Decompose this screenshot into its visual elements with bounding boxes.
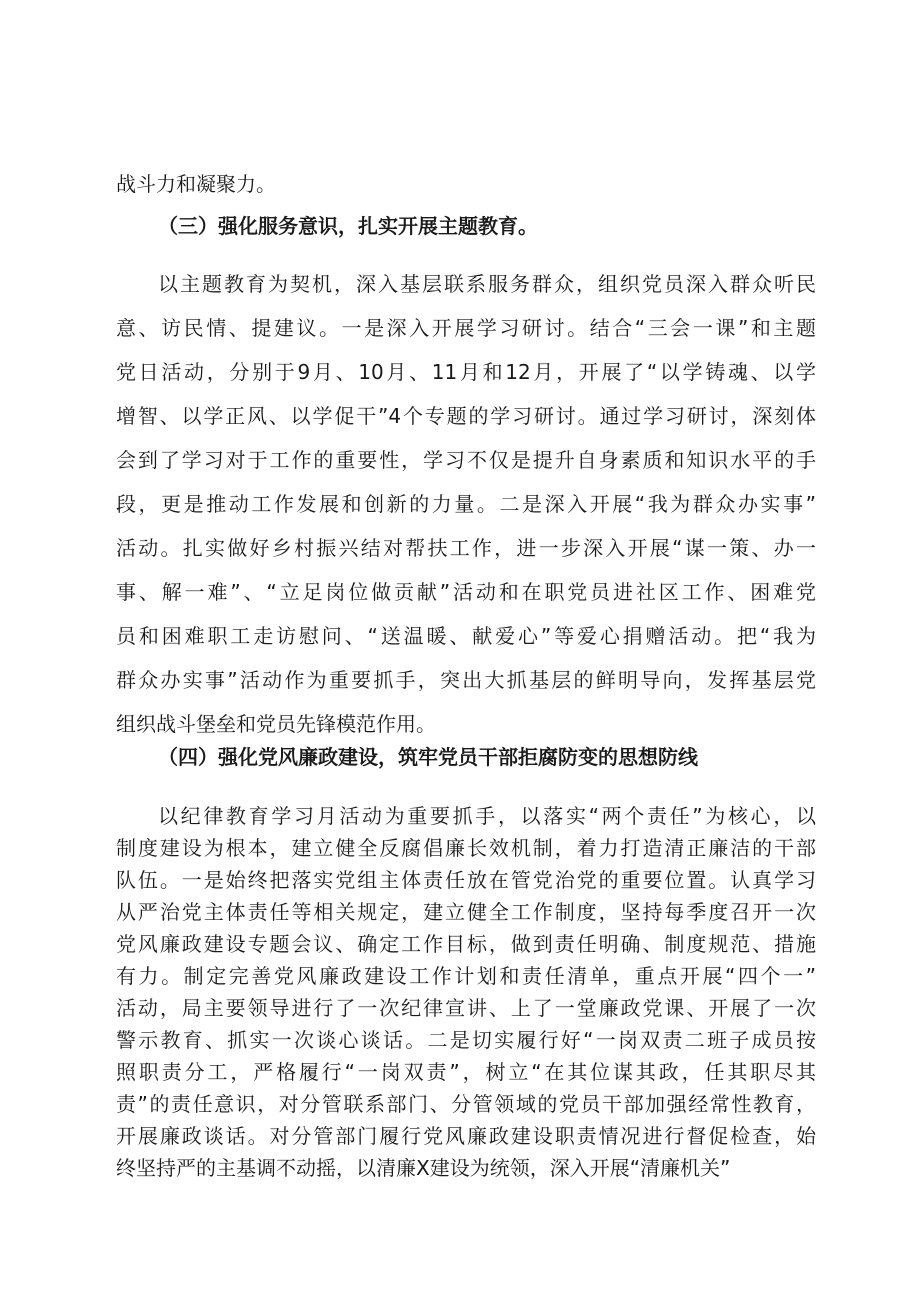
text-line: 意、访民情、提建议。一是深入开展学习研讨。结合“三会一课”和主题 bbox=[116, 316, 816, 340]
text-line: 段，更是推动工作发展和创新的力量。二是深入开展“我为群众办实事” bbox=[116, 492, 816, 516]
continuation-paragraph bbox=[116, 172, 816, 196]
text-line: 组织战斗堡垒和党员先锋模范作用。 bbox=[116, 712, 436, 736]
text-line: 有力。制定完善党风廉政建设工作计划和责任清单，重点开展“四个一” bbox=[116, 964, 816, 988]
text-line: 战斗力和凝聚力。 bbox=[116, 172, 276, 196]
text-line: 事、解一难”、“立足岗位做贡献”活动和在职党员进社区工作、困难党 bbox=[116, 580, 816, 604]
text-line: 从严治党主体责任等相关规定，建立健全工作制度，坚持每季度召开一次 bbox=[116, 900, 816, 924]
text-line: 制度建设为根本，建立健全反腐倡廉长效机制，着力打造清正廉洁的干部 bbox=[116, 836, 816, 860]
section-4-paragraph bbox=[116, 800, 816, 1184]
section-3-paragraph bbox=[116, 262, 816, 746]
section-3-heading: （三）强化服务意识，扎实开展主题教育。 bbox=[158, 214, 538, 238]
text-line: 群众办实事”活动作为重要抓手，突出大抓基层的鲜明导向，发挥基层党 bbox=[116, 668, 816, 692]
text-line: 终坚持严的主基调不动摇，以清廉X建设为统领，深入开展“清廉机关” bbox=[116, 1156, 731, 1180]
text-line: 以主题教育为契机，深入基层联系服务群众，组织党员深入群众听民 bbox=[158, 272, 816, 296]
text-line: 以纪律教育学习月活动为重要抓手，以落实“两个责任”为核心，以 bbox=[158, 804, 816, 828]
text-line: 会到了学习对于工作的重要性，学习不仅是提升自身素质和知识水平的手 bbox=[116, 448, 816, 472]
section-4-heading: （四）强化党风廉政建设，筑牢党员干部拒腐防变的思想防线 bbox=[158, 745, 698, 769]
text-line: 员和困难职工走访慰问、“送温暖、献爱心”等爱心捐赠活动。把“我为 bbox=[116, 624, 816, 648]
text-line: 党日活动，分别于9月、10月、11月和12月，开展了“以学铸魂、以学 bbox=[116, 360, 816, 384]
text-line: 党风廉政建设专题会议、确定工作目标，做到责任明确、制度规范、措施 bbox=[116, 932, 816, 956]
text-line: 照职责分工，严格履行“一岗双责”，树立“在其位谋其政，任其职尽其 bbox=[116, 1060, 816, 1084]
text-line: 增智、以学正风、以学促干”4个专题的学习研讨。通过学习研讨，深刻体 bbox=[116, 404, 816, 428]
text-line: 活动，局主要领导进行了一次纪律宣讲、上了一堂廉政党课、开展了一次 bbox=[116, 996, 816, 1020]
text-line: 开展廉政谈话。对分管部门履行党风廉政建设职责情况进行督促检查，始 bbox=[116, 1124, 816, 1148]
text-line: 责”的责任意识，对分管联系部门、分管领域的党员干部加强经常性教育， bbox=[116, 1092, 816, 1116]
text-line: 队伍。一是始终把落实党组主体责任放在管党治党的重要位置。认真学习 bbox=[116, 868, 816, 892]
text-line: 活动。扎实做好乡村振兴结对帮扶工作，进一步深入开展“谋一策、办一 bbox=[116, 536, 816, 560]
text-line: 警示教育、抓实一次谈心谈话。二是切实履行好“一岗双责二班子成员按 bbox=[116, 1028, 816, 1052]
